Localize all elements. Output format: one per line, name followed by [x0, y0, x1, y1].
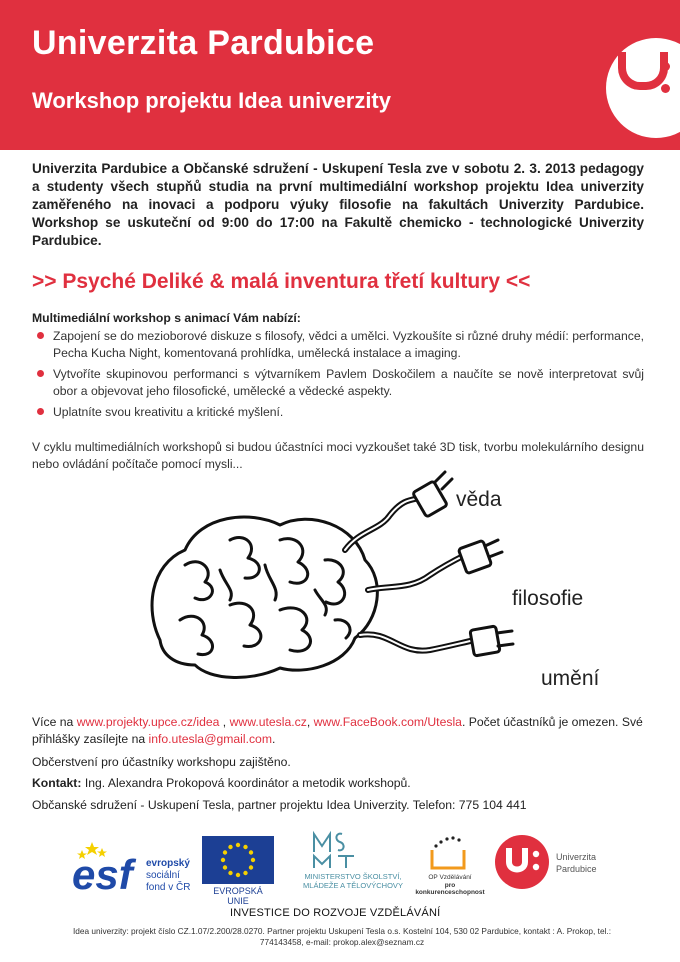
intro-paragraph: Univerzita Pardubice a Občanské sdružení - Uskupení Tesla zve v sobotu 2. 3. 2013 pedagogy a studenty všech stupňů studia na první multimediální workshop projektu Idea univerzity zaměřeného na inovaci a podporu výuky filosofie na fakultách Univerzity Pardubice. Workshop se uskuteční od 9:00 do 17:00 na Fakultě chemicko - technologické Univerzity Pardubice. [32, 161, 644, 248]
esf-wordmark: esf [72, 851, 133, 898]
logo-dot-icon [661, 84, 670, 93]
footer-note: Idea univerzity: projekt číslo CZ.1.07/2.200/28.0270. Partner projektu Uskupení Tesla o.s. Kostelní 104, 530 02 Pardubice, kontakt : A. Prokop, tel.: 774143458, e-mail: prokop.alex@seznam.cz [72, 926, 612, 947]
offer-heading: Multimediální workshop s animací Vám nabízí: [32, 311, 301, 325]
logo-dot-icon [661, 62, 670, 71]
cycle-paragraph: V cyklu multimediálních workshopů si budou účastníci moci vyzkoušet také 3D tisk, tvorbu molekulárního designu nebo ovládání počítače pomocí mysli... [32, 440, 644, 471]
offer-list [32, 328, 644, 426]
eu-logo: EVROPSKÁ UNIE [202, 836, 274, 886]
list-item: Zapojení se do mezioborové diskuze s filosofy, vědci a umělci. Vyzkoušíte si různé druhy médií: performance, Pecha Kucha Night, komentovaná prohlídka, umělecká instalace a imaging. [32, 328, 644, 361]
upce-emblem-icon [494, 834, 550, 890]
op-logo: OP Vzdělávání pro konkurenceschopnost [410, 834, 490, 894]
word-philosophy: filosofie [512, 587, 584, 610]
workshop-slogan: >> Psyché Deliké & malá inventura třetí kultury << [32, 270, 531, 293]
bullet-icon [37, 370, 44, 377]
u-letter-icon [618, 52, 668, 90]
partner-line: Občanské sdružení - Uskupení Tesla, partner projektu Idea Univerzity. Telefon: 775 104 441 [32, 798, 527, 812]
word-art: umění [541, 667, 600, 690]
list-item: Uplatníte svou kreativitu a kritické myšlení. [32, 404, 644, 421]
sponsor-logos [0, 828, 680, 908]
list-item: Vytvoříte skupinovou performanci s výtvarníkem Pavlem Doskočilem a naučíte se nově interpretovat svůj obor a objevovat jeho filosofické, umělecké a vědecké aspekty. [32, 366, 644, 399]
investice-tagline: INVESTICE DO ROZVOJE VZDĚLÁVÁNÍ [230, 907, 441, 919]
link-projekty[interactable]: www.projekty.upce.cz/idea [76, 715, 220, 729]
msmt-logo: MINISTERSTVO ŠKOLSTVÍ, MLÁDEŽE A TĚLOVÝCHOVY [298, 830, 408, 890]
contact-label: Kontakt: [32, 776, 82, 790]
word-science: věda [456, 488, 502, 511]
header-banner [0, 0, 680, 150]
msmt-emblem-icon [312, 830, 362, 870]
email-link[interactable]: info.utesla@gmail.com [148, 732, 272, 746]
op-emblem-icon [428, 834, 468, 872]
link-facebook[interactable]: www.FaceBook.com/Utesla [313, 715, 462, 729]
link-utesla[interactable]: www.utesla.cz [229, 715, 307, 729]
esf-logo: esf evropský sociální fond v ČR [72, 838, 192, 900]
bullet-icon [37, 332, 44, 339]
upce-logo: Univerzita Pardubice [494, 834, 614, 894]
page-subtitle: Workshop projektu Idea univerzity [32, 88, 391, 113]
page-title: Univerzita Pardubice [32, 24, 375, 62]
bullet-icon [37, 408, 44, 415]
eu-flag-icon [202, 836, 274, 884]
refreshment-note: Občerstvení pro účastníky workshopu zajištěno. [32, 755, 291, 769]
more-info-paragraph: Více na www.projekty.upce.cz/idea , www.utesla.cz, www.FaceBook.com/Utesla. Počet účastníků je omezen. Své přihlášky zasílejte na info.utesla@gmail.com. [32, 715, 643, 746]
contact-line: Kontakt: Ing. Alexandra Prokopová koordinátor a metodik workshopů. [32, 776, 411, 790]
